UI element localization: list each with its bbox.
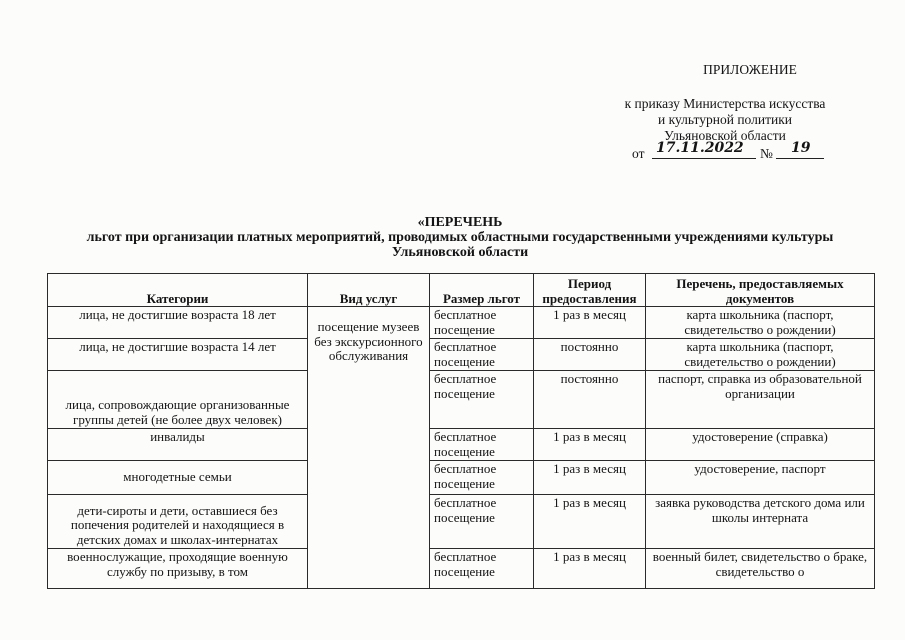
documents-cell: карта школьника (паспорт, свидетельство о рождении) [646,339,875,371]
service-cell: посещение музеев без экскурсионного обслуживания [308,307,430,589]
table-row [48,371,875,429]
period-cell: 1 раз в месяц [534,549,646,589]
header-service: Вид услуг [308,274,430,307]
order-line-3: Ульяновской области [664,128,786,143]
period-cell: постоянно [534,339,646,371]
period-cell: 1 раз в месяц [534,461,646,495]
title-line-3: Ульяновской области [391,245,529,260]
documents-cell: заявка руководства детского дома или школы интерната [646,495,875,549]
documents-cell: удостоверение (справка) [646,429,875,461]
order-date: 17.11.2022 [656,140,744,156]
documents-cell: удостоверение, паспорт [646,461,875,495]
size-cell: бесплатное посещение [430,461,534,495]
header-size: Размер льгот [430,274,534,307]
period-cell: постоянно [534,371,646,429]
period-cell: 1 раз в месяц [534,307,646,339]
header-period: Период предоставления [534,274,646,307]
period-cell: 1 раз в месяц [534,495,646,549]
header-categories: Категории [48,274,308,307]
category-cell: лица, не достигшие возраста 14 лет [48,339,308,371]
period-cell: 1 раз в месяц [534,429,646,461]
category-cell: лица, сопровождающие организованные группы детей (не более двух человек) [48,371,308,429]
category-cell: инвалиды [48,429,308,461]
appendix-heading: ПРИЛОЖЕНИЕ [703,62,797,77]
size-cell: бесплатное посещение [430,495,534,549]
order-number: 19 [791,140,811,156]
number-label: № [760,146,773,161]
table-row [48,339,875,371]
title-line-1: «ПЕРЕЧЕНЬ [417,215,503,230]
order-line-1: к приказу Министерства искусства [624,96,826,111]
documents-cell: карта школьника (паспорт, свидетельство о рождении) [646,307,875,339]
category-cell: многодетные семьи [48,461,308,495]
date-underline [652,158,756,159]
table-row [48,549,875,589]
date-from-label: от [632,146,645,161]
size-cell: бесплатное посещение [430,429,534,461]
size-cell: бесплатное посещение [430,549,534,589]
table-header-row [48,274,875,307]
benefits-table [47,273,875,589]
table-row [48,495,875,549]
size-cell: бесплатное посещение [430,307,534,339]
table-row [48,429,875,461]
size-cell: бесплатное посещение [430,339,534,371]
documents-cell: военный билет, свидетельство о браке, свидетельство о [646,549,875,589]
order-line-2: и культурной политики [658,112,792,127]
header-documents: Перечень, предоставляемых документов [646,274,875,307]
title-line-2: льгот при организации платных мероприятий, проводимых областными государственными учреждениями культуры [86,230,834,245]
table-row [48,461,875,495]
category-cell: военнослужащие, проходящие военную службу по призыву, в том [48,549,308,589]
documents-cell: паспорт, справка из образовательной организации [646,371,875,429]
size-cell: бесплатное посещение [430,371,534,429]
category-cell: дети-сироты и дети, оставшиеся без попечения родителей и находящиеся в детских домах и школах-интернатах [48,495,308,549]
category-cell: лица, не достигшие возраста 18 лет [48,307,308,339]
number-underline [776,158,824,159]
table-row [48,307,875,339]
